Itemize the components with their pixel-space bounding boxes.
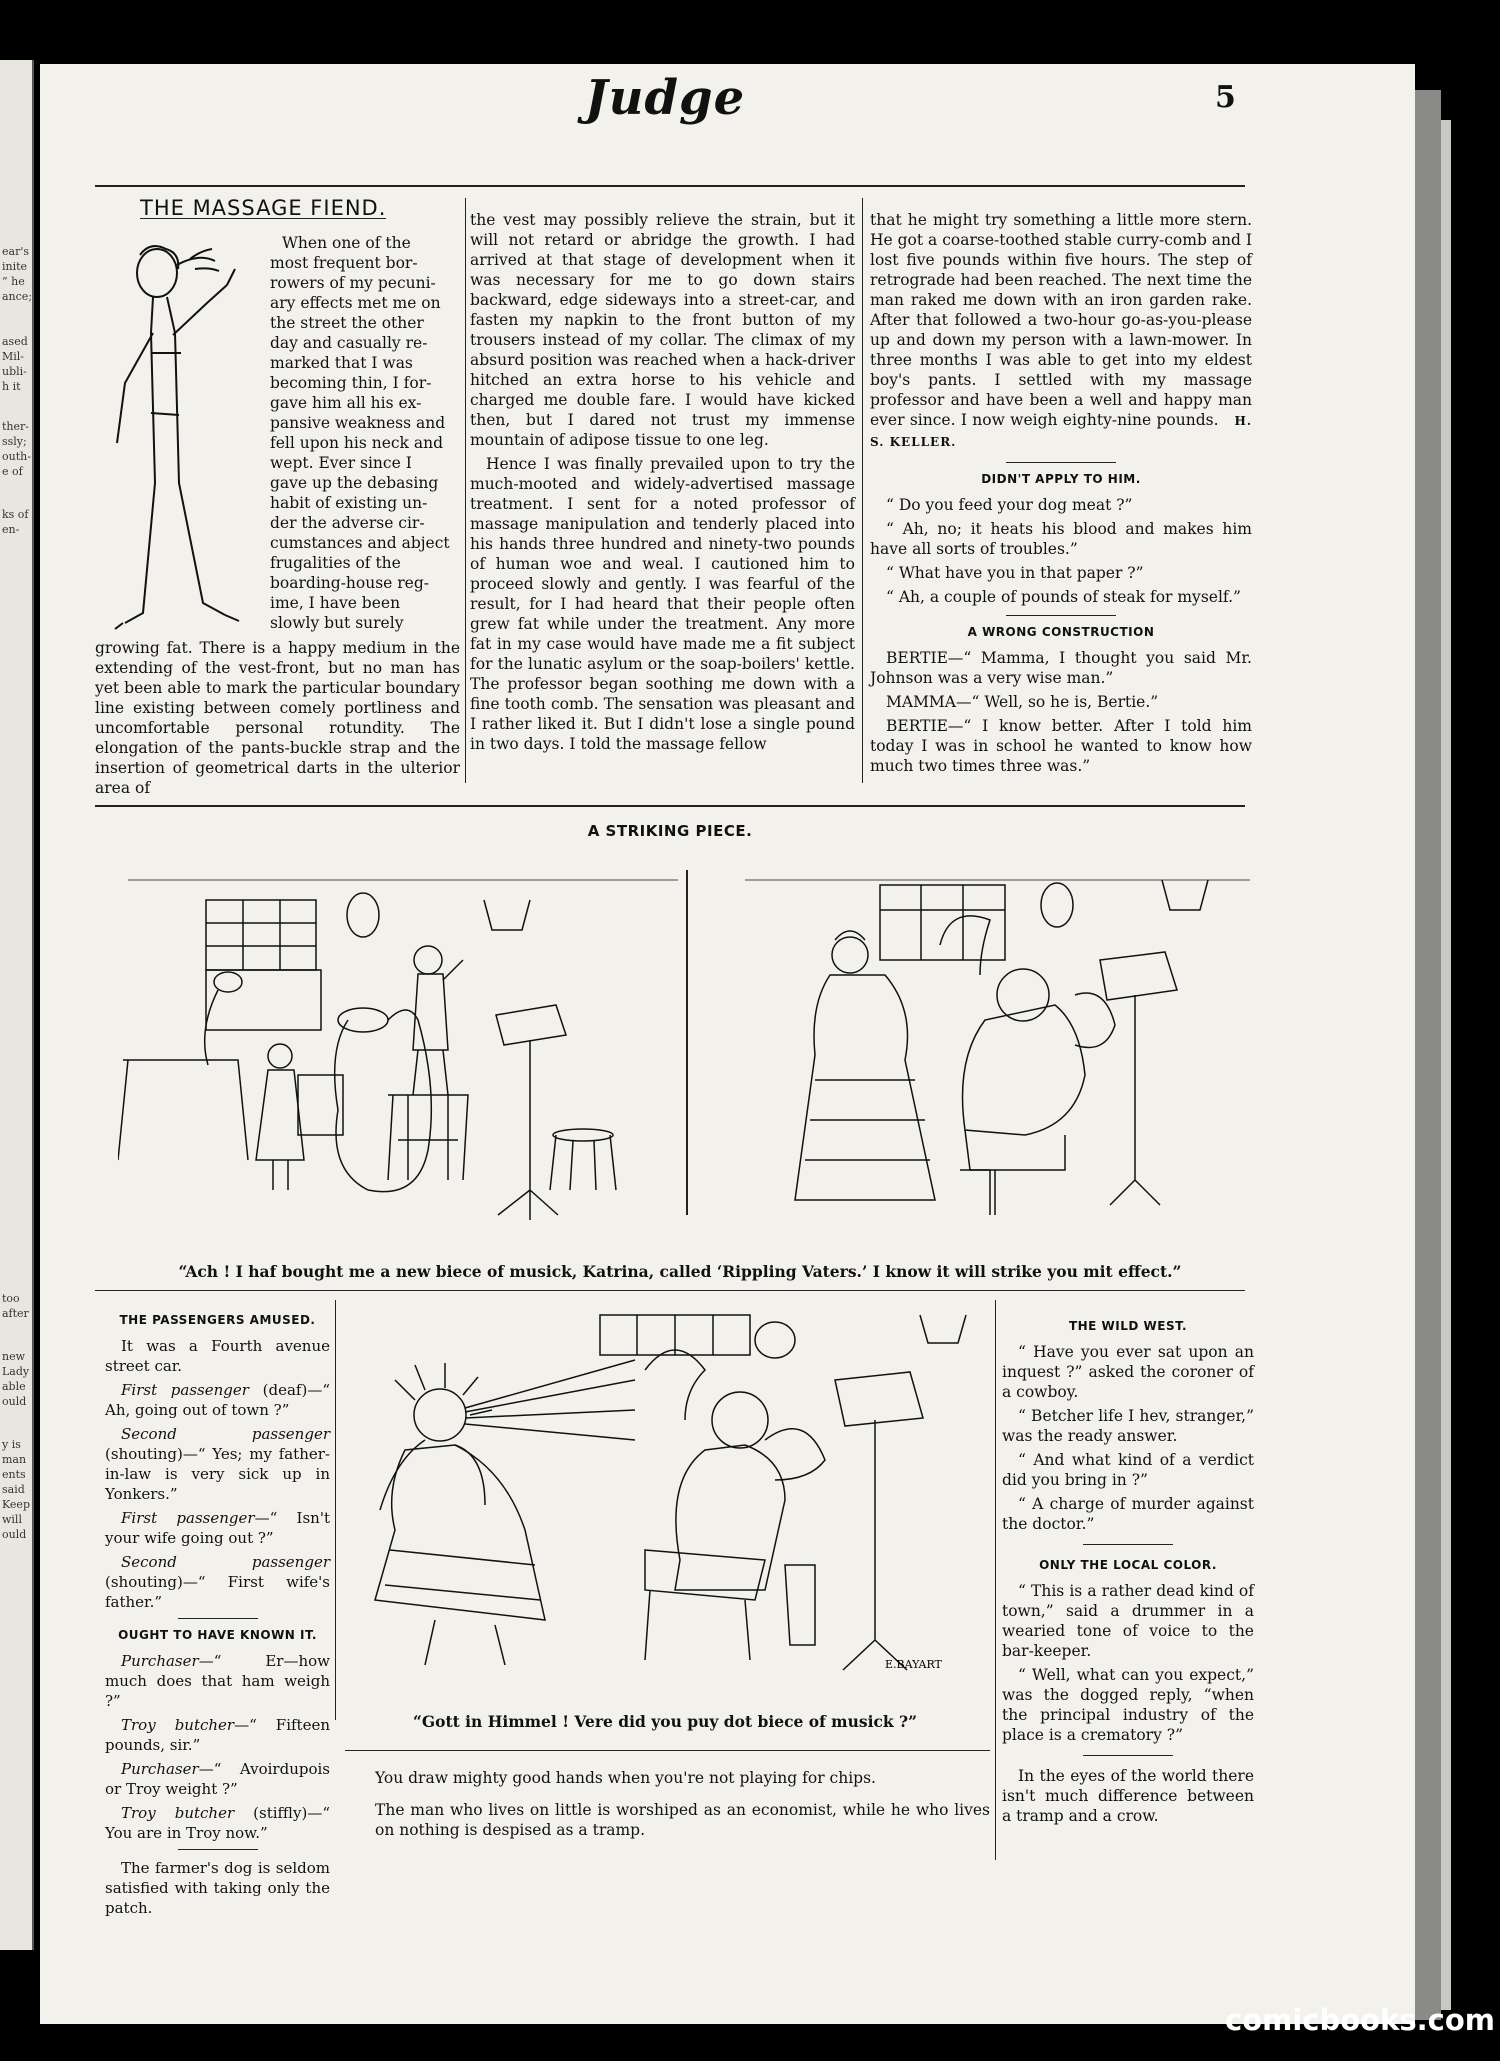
joke-line: “ What have you in that paper ?”	[886, 564, 1144, 582]
left-jokes-column	[105, 1310, 330, 1922]
left-fragment: ance;	[2, 290, 33, 303]
speaker: First passenger	[121, 1381, 249, 1399]
text-line: rowers of my pecuni-	[270, 274, 436, 292]
joke-line	[105, 1380, 330, 1420]
speaker: Troy butcher	[121, 1716, 235, 1734]
left-fragment: ” he	[2, 275, 25, 288]
left-fragment: en-	[2, 523, 20, 536]
speech: (shouting)—“ Yes; my father-in-law is very sick up in Yonkers.”	[105, 1445, 330, 1503]
column-divider	[862, 198, 863, 783]
text-line: the street the other	[270, 314, 424, 332]
text-line: boarding-house reg-	[270, 574, 430, 592]
section-divider	[95, 805, 1245, 807]
text-line: marked that I was	[270, 354, 413, 372]
massage-text	[870, 210, 1252, 452]
left-fragment: said	[2, 1483, 25, 1496]
section-rule	[178, 1849, 258, 1850]
wild-west-title: THE WILD WEST.	[1068, 1319, 1188, 1333]
left-fragment: Lady	[2, 1365, 30, 1378]
cartoon-panel-2	[745, 860, 1255, 1240]
massage-text-end: that he might try something a little more stern. He got a coarse-toothed stable curry-comb and I lost five pounds within five hours. The step of retrograde had been reached. The next time the man raked me down with an iron garden rake. After that followed a two-hour go-as-you-please up and down my person with a lawn-mower. In three months I was able to get into my eldest boy's pants. I settled with my massage professor and have been a well and happy man ever since. I now weigh eighty-nine pounds.	[870, 211, 1252, 429]
left-fragment: after	[2, 1307, 29, 1320]
left-fragment: e of	[2, 465, 23, 478]
artist-signature: E.BAYART	[885, 1658, 942, 1671]
joke-line: BERTIE—“ I know better. After I told him today I was in school he wanted to know how much two times three was.”	[870, 717, 1252, 775]
massage-text: growing fat. There is a happy medium in the extending of the vest-front, but no man has yet been able to mark the particular boundary line existing between comely portliness and uncomfortable personal rotundity. The elongation of the pants-buckle strap and the insertion of geometrical darts in the ulterior area of	[95, 639, 460, 797]
panel-caption-2: “Gott in Himmel ! Vere did you puy dot biece of musick ?”	[412, 1712, 918, 1731]
masthead-rule	[95, 185, 1245, 187]
speaker: Purchaser	[121, 1652, 199, 1670]
text-line: ary effects met me on	[270, 294, 441, 312]
massage-text: the vest may possibly relieve the strain, but it will not retard or abridge the growth. I had arrived at that stage of development when it was necessary for me to go down stairs backward, edge sideways into a street-car, and fasten my napkin to the front button of my trousers instead of my collar. The climax of my absurd position was reached when a hack-driver hitched an extra horse to his vehicle and charged me double fare. I would have kicked then, but I dared not trust my immense mountain of adipose tissue to one leg.	[470, 211, 855, 449]
speech: —“ Fifteen pounds, sir.”	[105, 1716, 330, 1754]
panel-caption-1: “Ach ! I haf bought me a new biece of musick, Katrina, called ‘Rippling Vaters.’ I know it will strike you mit effect.”	[178, 1262, 1182, 1281]
caption-rule	[345, 1750, 990, 1751]
adjacent-page-strip	[0, 60, 34, 1950]
section-rule	[1006, 615, 1116, 616]
passengers-title: THE PASSENGERS AMUSED.	[119, 1313, 316, 1327]
left-fragment: y is	[2, 1438, 21, 1451]
section-rule	[1083, 1544, 1173, 1545]
left-fragment: inite	[2, 260, 28, 273]
joke-line: MAMMA—“ Well, so he is, Bertie.”	[886, 693, 1159, 711]
text-line: becoming thin, I for-	[270, 374, 432, 392]
section-rule	[1083, 1755, 1173, 1756]
joke-line	[105, 1552, 330, 1612]
text-line: day and casually re-	[270, 334, 428, 352]
column-divider	[995, 1300, 996, 1860]
left-fragment: ear's	[2, 245, 29, 258]
speaker: Purchaser	[121, 1760, 199, 1778]
left-fragment: ased	[2, 335, 28, 348]
text-line: der the adverse cir-	[270, 514, 425, 532]
speech: (stiffly)—“ You are in Troy now.”	[105, 1804, 330, 1842]
joke-line: It was a Fourth avenue street car.	[105, 1337, 330, 1375]
speech: (deaf)—“ Ah, going out of town ?”	[105, 1381, 330, 1419]
massage-column-3	[870, 210, 1252, 780]
text-line: gave up the debasing	[270, 474, 439, 492]
joke-line: “ Ah, a couple of pounds of steak for myself.”	[886, 588, 1241, 606]
joke-line: “ This is a rather dead kind of town,” said a drummer in a wearied tone of voice to the bar-keeper.	[1002, 1582, 1254, 1660]
author-byline: H. S. KELLER.	[870, 414, 1252, 449]
left-fragment: Mil-	[2, 350, 25, 363]
joke-line: “ Betcher life I hev, stranger,” was the ready answer.	[1002, 1407, 1254, 1445]
text-line: wept. Ever since I	[270, 454, 412, 472]
left-fragment: Keep	[2, 1498, 30, 1511]
thin-man-illustration	[95, 243, 265, 643]
column-divider	[465, 198, 466, 783]
local-color-title: ONLY THE LOCAL COLOR.	[1039, 1558, 1217, 1572]
text-line: habit of existing un-	[270, 494, 428, 512]
left-fragment: ubli-	[2, 365, 27, 378]
speech: —“ Er—how much does that ham weigh ?”	[105, 1652, 330, 1710]
joke-line: “ A charge of murder against the doctor.”	[1002, 1495, 1254, 1533]
text-line: gave him all his ex-	[270, 394, 422, 412]
farmer-joke: The farmer's dog is seldom satisfied with taking only the patch.	[105, 1859, 330, 1917]
column-divider	[335, 1300, 336, 1720]
eyes-world-joke: In the eyes of the world there isn't much difference between a tramp and a crow.	[1002, 1767, 1254, 1825]
speaker: Troy butcher	[121, 1804, 235, 1822]
panel-divider	[686, 870, 688, 1215]
left-fragment: man	[2, 1453, 27, 1466]
lives-little-joke: The man who lives on little is worshiped as an economist, while he who lives on nothing is despised as a tramp.	[375, 1801, 990, 1839]
joke-line: BERTIE—“ Mamma, I thought you said Mr. Johnson was a very wise man.”	[870, 649, 1252, 687]
joke-line	[105, 1759, 330, 1799]
left-fragment: able	[2, 1380, 26, 1393]
joke-line: “ Do you feed your dog meat ?”	[886, 496, 1133, 514]
massage-wrapped-text	[270, 233, 460, 633]
speech: —“ Isn't your wife going out ?”	[105, 1509, 330, 1547]
joke-line	[105, 1424, 330, 1504]
left-fragment: ssly;	[2, 435, 27, 448]
section-divider	[95, 1290, 1245, 1291]
left-fragment: h it	[2, 380, 21, 393]
section-rule	[1006, 462, 1116, 463]
ought-title: OUGHT TO HAVE KNOWN IT.	[118, 1628, 317, 1642]
joke-line	[105, 1508, 330, 1548]
text-line: most frequent bor-	[270, 254, 418, 272]
left-fragment: ould	[2, 1395, 27, 1408]
text-line: pansive weakness and	[270, 414, 446, 432]
joke-line	[105, 1715, 330, 1755]
text-line: ime, I have been	[270, 594, 401, 612]
right-jokes-column	[1002, 1310, 1254, 1830]
page-number: 5	[1215, 80, 1236, 115]
page-edge-shadow	[1415, 90, 1441, 2020]
masthead-logo: Judge	[584, 70, 746, 126]
left-fragment: ther-	[2, 420, 29, 433]
didnt-apply-title: DIDN'T APPLY TO HIM.	[981, 472, 1141, 486]
left-fragment: ould	[2, 1528, 27, 1541]
joke-line	[105, 1803, 330, 1843]
site-watermark: comicbooks.com	[1225, 2003, 1495, 2037]
text-line: fell upon his neck and	[270, 434, 444, 452]
wrong-construction-title: A WRONG CONSTRUCTION	[967, 625, 1155, 639]
joke-line: “ Ah, no; it heats his blood and makes him have all sorts of troubles.”	[870, 520, 1252, 558]
massage-column-2	[470, 210, 855, 758]
speaker: Second passenger	[121, 1553, 330, 1571]
speech: —“ Avoirdupois or Troy weight ?”	[105, 1760, 330, 1798]
joke-line: “ Have you ever sat upon an inquest ?” asked the coroner of a cowboy.	[1002, 1343, 1254, 1401]
massage-fiend-title: THE MASSAGE FIEND.	[140, 196, 387, 220]
left-fragment: outh-	[2, 450, 31, 463]
speech: (shouting)—“ First wife's father.”	[105, 1573, 330, 1611]
left-fragment: ents	[2, 1468, 26, 1481]
joke-line: “ And what kind of a verdict did you bring in ?”	[1002, 1451, 1254, 1489]
text-line: slowly but surely	[270, 614, 404, 632]
cartoon-panel-1	[118, 860, 688, 1240]
joke-line	[105, 1651, 330, 1711]
cartoon-panel-3	[345, 1300, 985, 1695]
speaker: First passenger	[121, 1509, 255, 1527]
left-fragment: will	[2, 1513, 22, 1526]
massage-column-1	[95, 198, 460, 802]
text-line: cumstances and abject	[270, 534, 450, 552]
page-edge	[1441, 120, 1451, 2010]
joke-line: “ Well, what can you expect,” was the dogged reply, “when the principal industry of the place is a crematory ?”	[1002, 1666, 1254, 1744]
striking-piece-title: A STRIKING PIECE.	[587, 822, 753, 840]
text-line: frugalities of the	[270, 554, 401, 572]
massage-text: Hence I was finally prevailed upon to try the much-mooted and widely-advertised massage treatment. I sent for a noted professor of massage manipulation and tenderly placed into his hands three hundred and ninety-two pounds of human woe and weal. I cautioned him to proceed slowly and gently. I was fearful of the result, for I had heard that their people often grew fat while under the treatment. Any more fat in my case would have made me a fit subject for the lunatic asylum or the soap-boilers' kettle. The professor began soothing me down with a fine tooth comb. The sensation was pleasant and I rather liked it. But I didn't lose a single pound in two days. I told the massage fellow	[470, 455, 855, 753]
section-rule	[178, 1618, 258, 1619]
left-fragment: ks of	[2, 508, 29, 521]
bottom-center-paragraphs	[375, 1768, 990, 1844]
chips-joke: You draw mighty good hands when you're not playing for chips.	[375, 1769, 876, 1787]
left-fragment: new	[2, 1350, 26, 1363]
text-line: When one of the	[282, 234, 411, 252]
left-fragment: too	[2, 1292, 20, 1305]
speaker: Second passenger	[121, 1425, 330, 1443]
